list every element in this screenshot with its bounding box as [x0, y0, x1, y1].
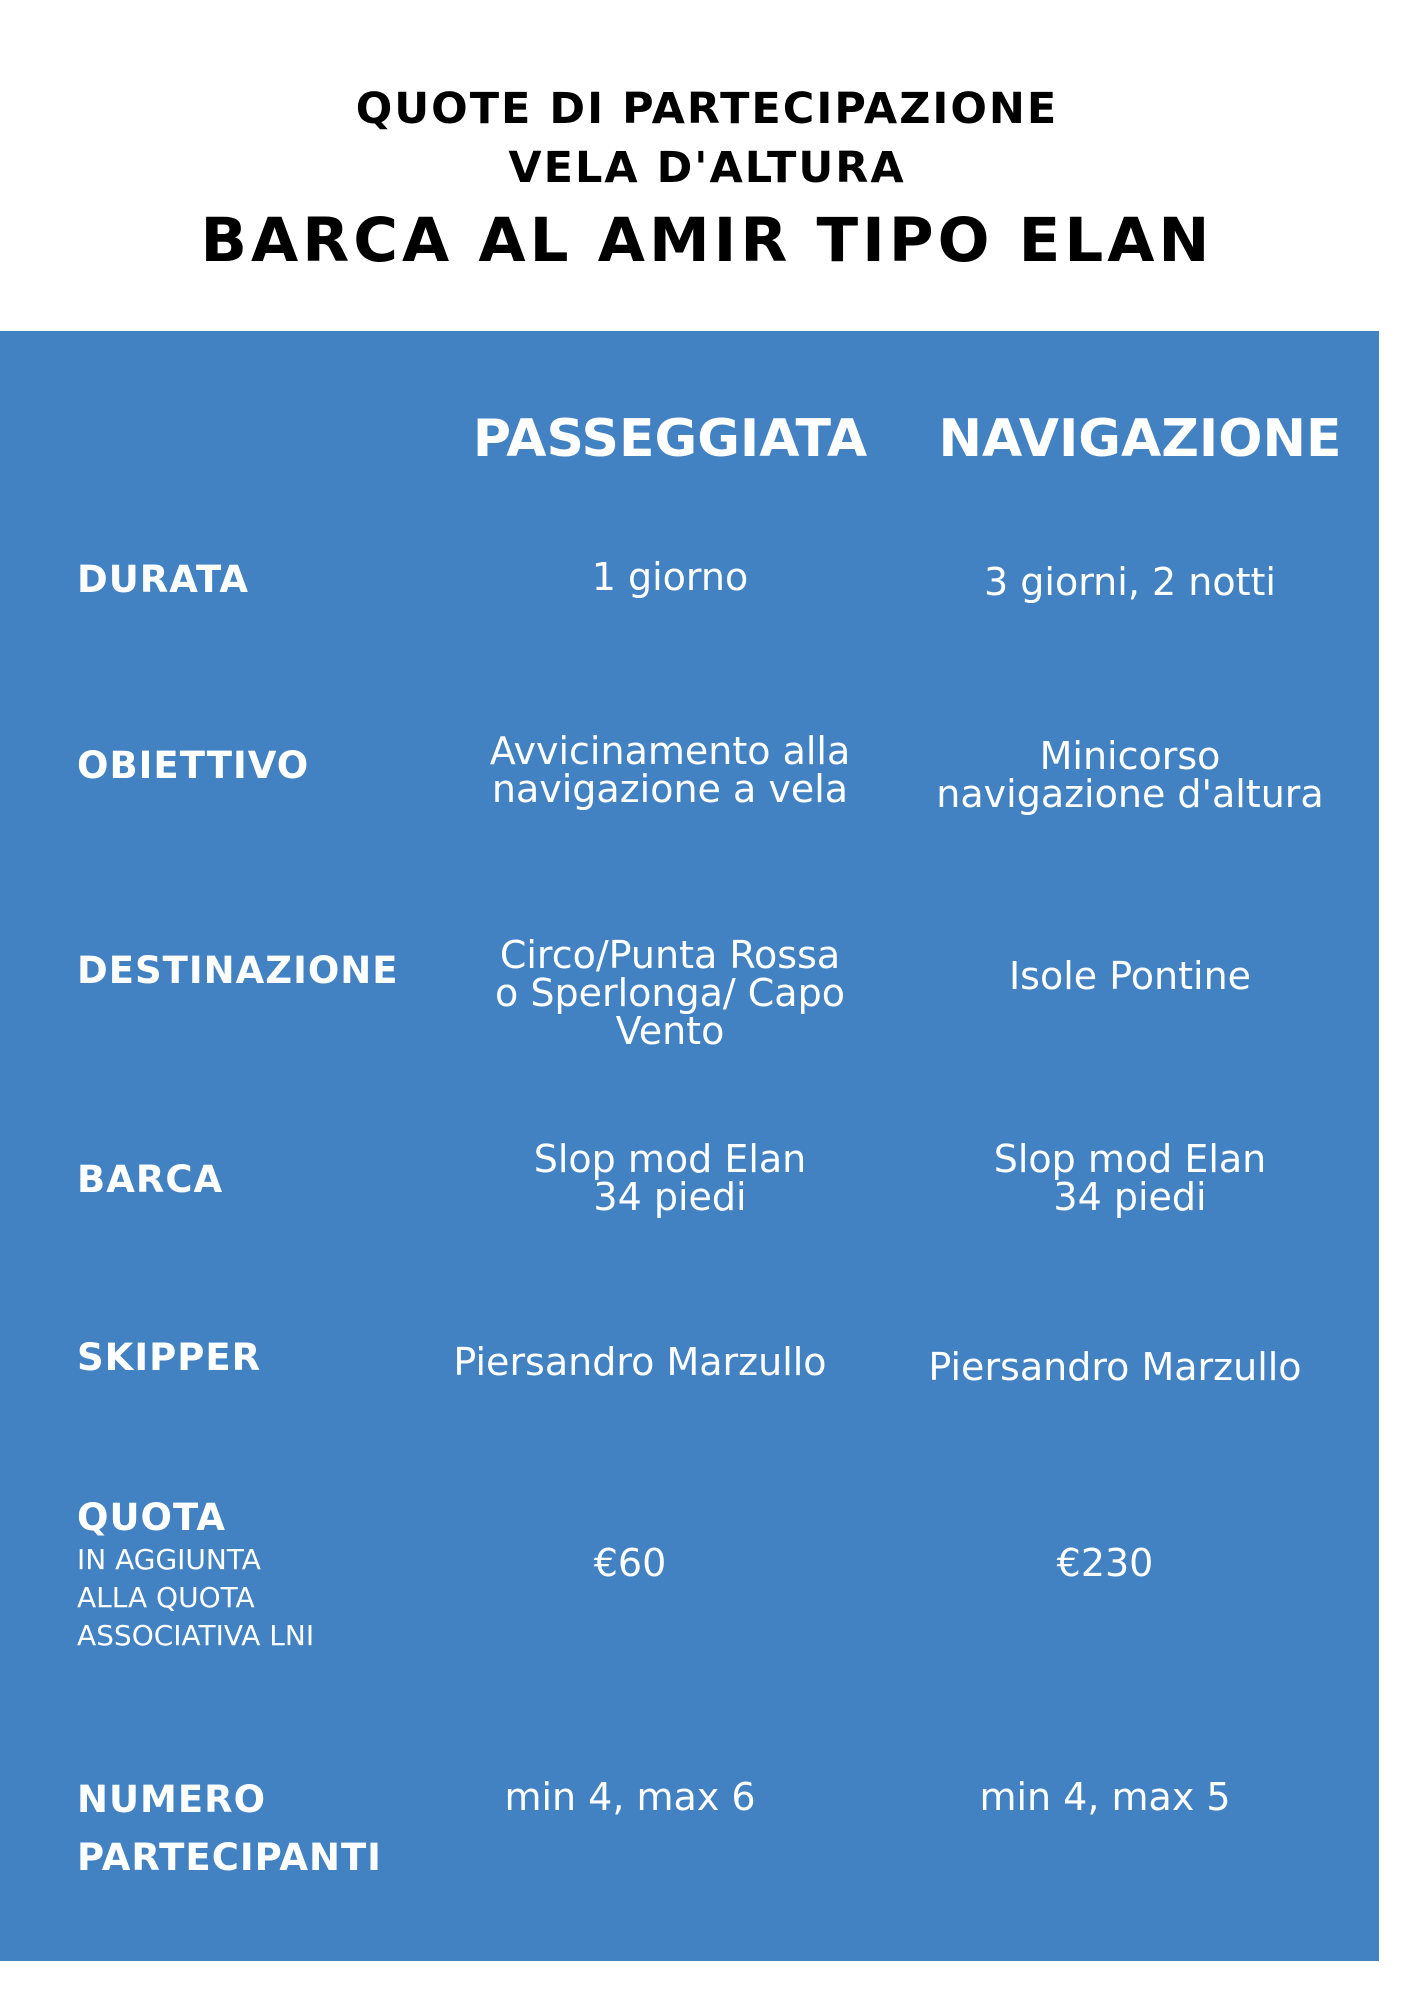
pricing-table: [0, 331, 1379, 1961]
column-header-passeggiata: PASSEGGIATA: [472, 409, 868, 469]
cell-destinazione-passeggiata-line-1: Circo/Punta Rossa: [499, 933, 841, 977]
row-label-destinazione: DESTINAZIONE: [77, 949, 399, 992]
quota-sublabel-line-1: IN AGGIUNTA: [77, 1543, 261, 1576]
cell-obiettivo-passeggiata-line-1: Avvicinamento alla: [489, 729, 851, 773]
cell-barca-navigazione-line-2: 34 piedi: [1053, 1175, 1207, 1219]
row-label-durata: DURATA: [77, 558, 250, 601]
cell-barca-passeggiata-line-2: 34 piedi: [593, 1175, 747, 1219]
cell-partecipanti-navigazione: min 4, max 5: [979, 1775, 1231, 1819]
title-line-2: VELA D'ALTURA: [508, 143, 906, 193]
cell-destinazione-passeggiata-line-2: o Sperlonga/ Capo: [495, 971, 845, 1015]
cell-partecipanti-passeggiata: min 4, max 6: [504, 1775, 756, 1819]
cell-obiettivo-navigazione: [870, 734, 1390, 816]
cell-durata-passeggiata: 1 giorno: [591, 555, 749, 599]
row-label-barca: BARCA: [77, 1158, 224, 1201]
row-label-obiettivo: OBIETTIVO: [77, 744, 310, 787]
cell-barca-passeggiata-line-1: Slop mod Elan: [533, 1137, 807, 1181]
page-header: [0, 0, 1414, 330]
cell-barca-passeggiata: [410, 1137, 930, 1219]
cell-destinazione-passeggiata-line-3: Vento: [615, 1009, 725, 1053]
row-label-skipper: SKIPPER: [77, 1336, 262, 1379]
cell-durata-navigazione: 3 giorni, 2 notti: [984, 560, 1276, 604]
cell-destinazione-navigazione: Isole Pontine: [1008, 954, 1252, 998]
column-header-navigazione: NAVIGAZIONE: [938, 409, 1342, 469]
cell-barca-navigazione-line-1: Slop mod Elan: [993, 1137, 1267, 1181]
cell-skipper-navigazione: Piersandro Marzullo: [928, 1345, 1302, 1389]
cell-skipper-passeggiata: Piersandro Marzullo: [453, 1340, 827, 1384]
cell-quota-passeggiata: €60: [593, 1541, 667, 1585]
row-sublabel-quota: [77, 1541, 314, 1655]
row-label-partecipanti: [77, 1771, 382, 1887]
title-main: BARCA AL AMIR TIPO ELAN: [200, 205, 1214, 276]
cell-obiettivo-navigazione-line-1: Minicorso: [1039, 734, 1221, 778]
row-label-quota: QUOTA: [77, 1496, 226, 1539]
cell-obiettivo-navigazione-line-2: navigazione d'altura: [936, 772, 1324, 816]
quota-sublabel-line-2: ALLA QUOTA: [77, 1581, 255, 1614]
quota-sublabel-line-3: ASSOCIATIVA LNI: [77, 1619, 315, 1652]
cell-destinazione-passeggiata: [410, 933, 930, 1053]
partecipanti-label-line-1: NUMERO: [77, 1778, 267, 1821]
cell-barca-navigazione: [870, 1137, 1390, 1219]
cell-obiettivo-passeggiata-line-2: navigazione a vela: [491, 767, 849, 811]
partecipanti-label-line-2: PARTECIPANTI: [77, 1836, 382, 1879]
cell-quota-navigazione: €230: [1056, 1541, 1154, 1585]
cell-obiettivo-passeggiata: [410, 729, 930, 811]
title-line-1: QUOTE DI PARTECIPAZIONE: [355, 84, 1059, 134]
